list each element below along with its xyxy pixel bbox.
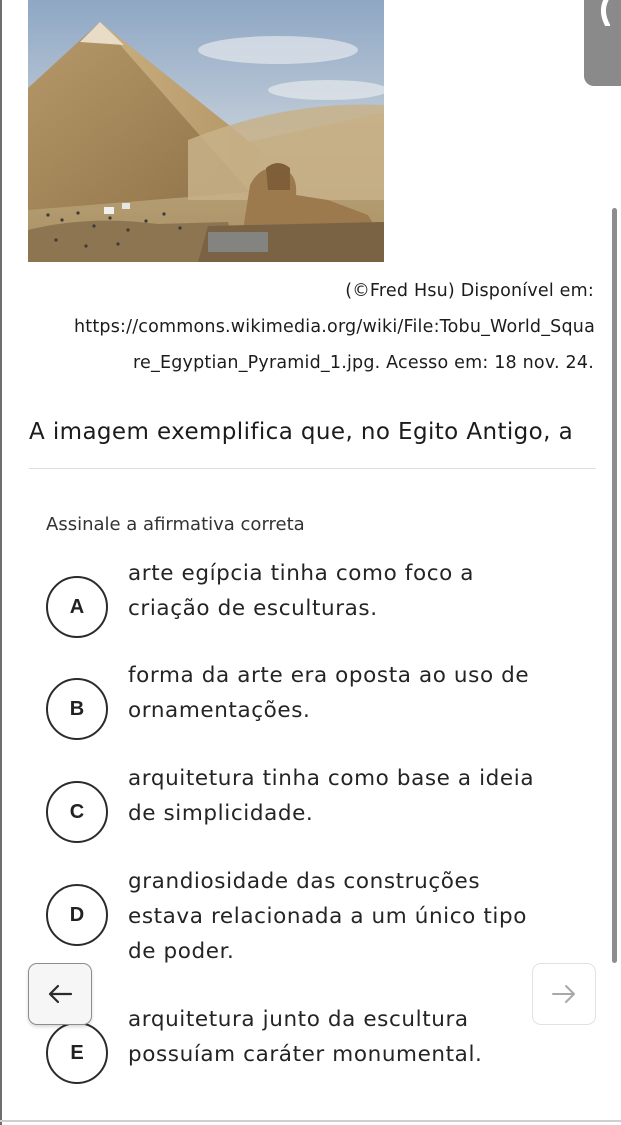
- option-text[interactable]: [128, 658, 588, 728]
- image-caption-line-2: https://commons.wikimedia.org/wiki/File:Tobu_World_Squa: [73, 317, 595, 337]
- previous-button[interactable]: [28, 963, 92, 1025]
- option-text-line: forma da arte era oposta ao uso de: [128, 663, 530, 688]
- image-caption-line-3: re_Egyptian_Pyramid_1.jpg. Acesso em: 18 nov. 24.: [133, 353, 594, 373]
- bottom-divider: [0, 1120, 621, 1122]
- option-text[interactable]: [128, 864, 588, 969]
- option-letter-badge[interactable]: A: [46, 576, 108, 638]
- option-text[interactable]: [128, 556, 588, 626]
- page-left-border: [0, 0, 2, 1125]
- bracket-icon: [596, 0, 610, 26]
- option-text-line: grandiosidade das construções: [128, 869, 481, 894]
- question-instruction: Assinale a afirmativa correta: [46, 514, 305, 535]
- option-letter-badge[interactable]: D: [46, 884, 108, 946]
- next-button[interactable]: [532, 963, 596, 1025]
- side-panel-tab[interactable]: [584, 0, 621, 86]
- pyramid-photo: [28, 0, 384, 262]
- option-letter-badge[interactable]: B: [46, 678, 108, 740]
- option-text-line: criação de esculturas.: [128, 596, 378, 621]
- option-letter-badge[interactable]: C: [46, 781, 108, 843]
- option-text-line: de poder.: [128, 939, 235, 964]
- arrow-right-icon: [551, 983, 577, 1005]
- option-text-line: de simplicidade.: [128, 801, 314, 826]
- option-text-line: arquitetura junto da escultura: [128, 1007, 469, 1032]
- pyramid-photo-illustration: [28, 0, 384, 262]
- option-text-line: arte egípcia tinha como foco a: [128, 561, 475, 586]
- option-text[interactable]: [128, 761, 588, 831]
- option-letter-badge[interactable]: E: [46, 1022, 108, 1084]
- scrollbar[interactable]: [612, 208, 617, 963]
- option-text-line: possuíam caráter monumental.: [128, 1042, 483, 1067]
- image-caption-line-1: (©Fred Hsu) Disponível em:: [345, 281, 594, 301]
- divider: [29, 468, 596, 469]
- question-prompt: A imagem exemplifica que, no Egito Antigo, a: [29, 419, 574, 445]
- option-text-line: ornamentações.: [128, 698, 311, 723]
- arrow-left-icon: [47, 983, 73, 1005]
- option-text-line: estava relacionada a um único tipo: [128, 904, 527, 929]
- option-text-line: arquitetura tinha como base a ideia: [128, 766, 535, 791]
- option-text[interactable]: [128, 1002, 588, 1072]
